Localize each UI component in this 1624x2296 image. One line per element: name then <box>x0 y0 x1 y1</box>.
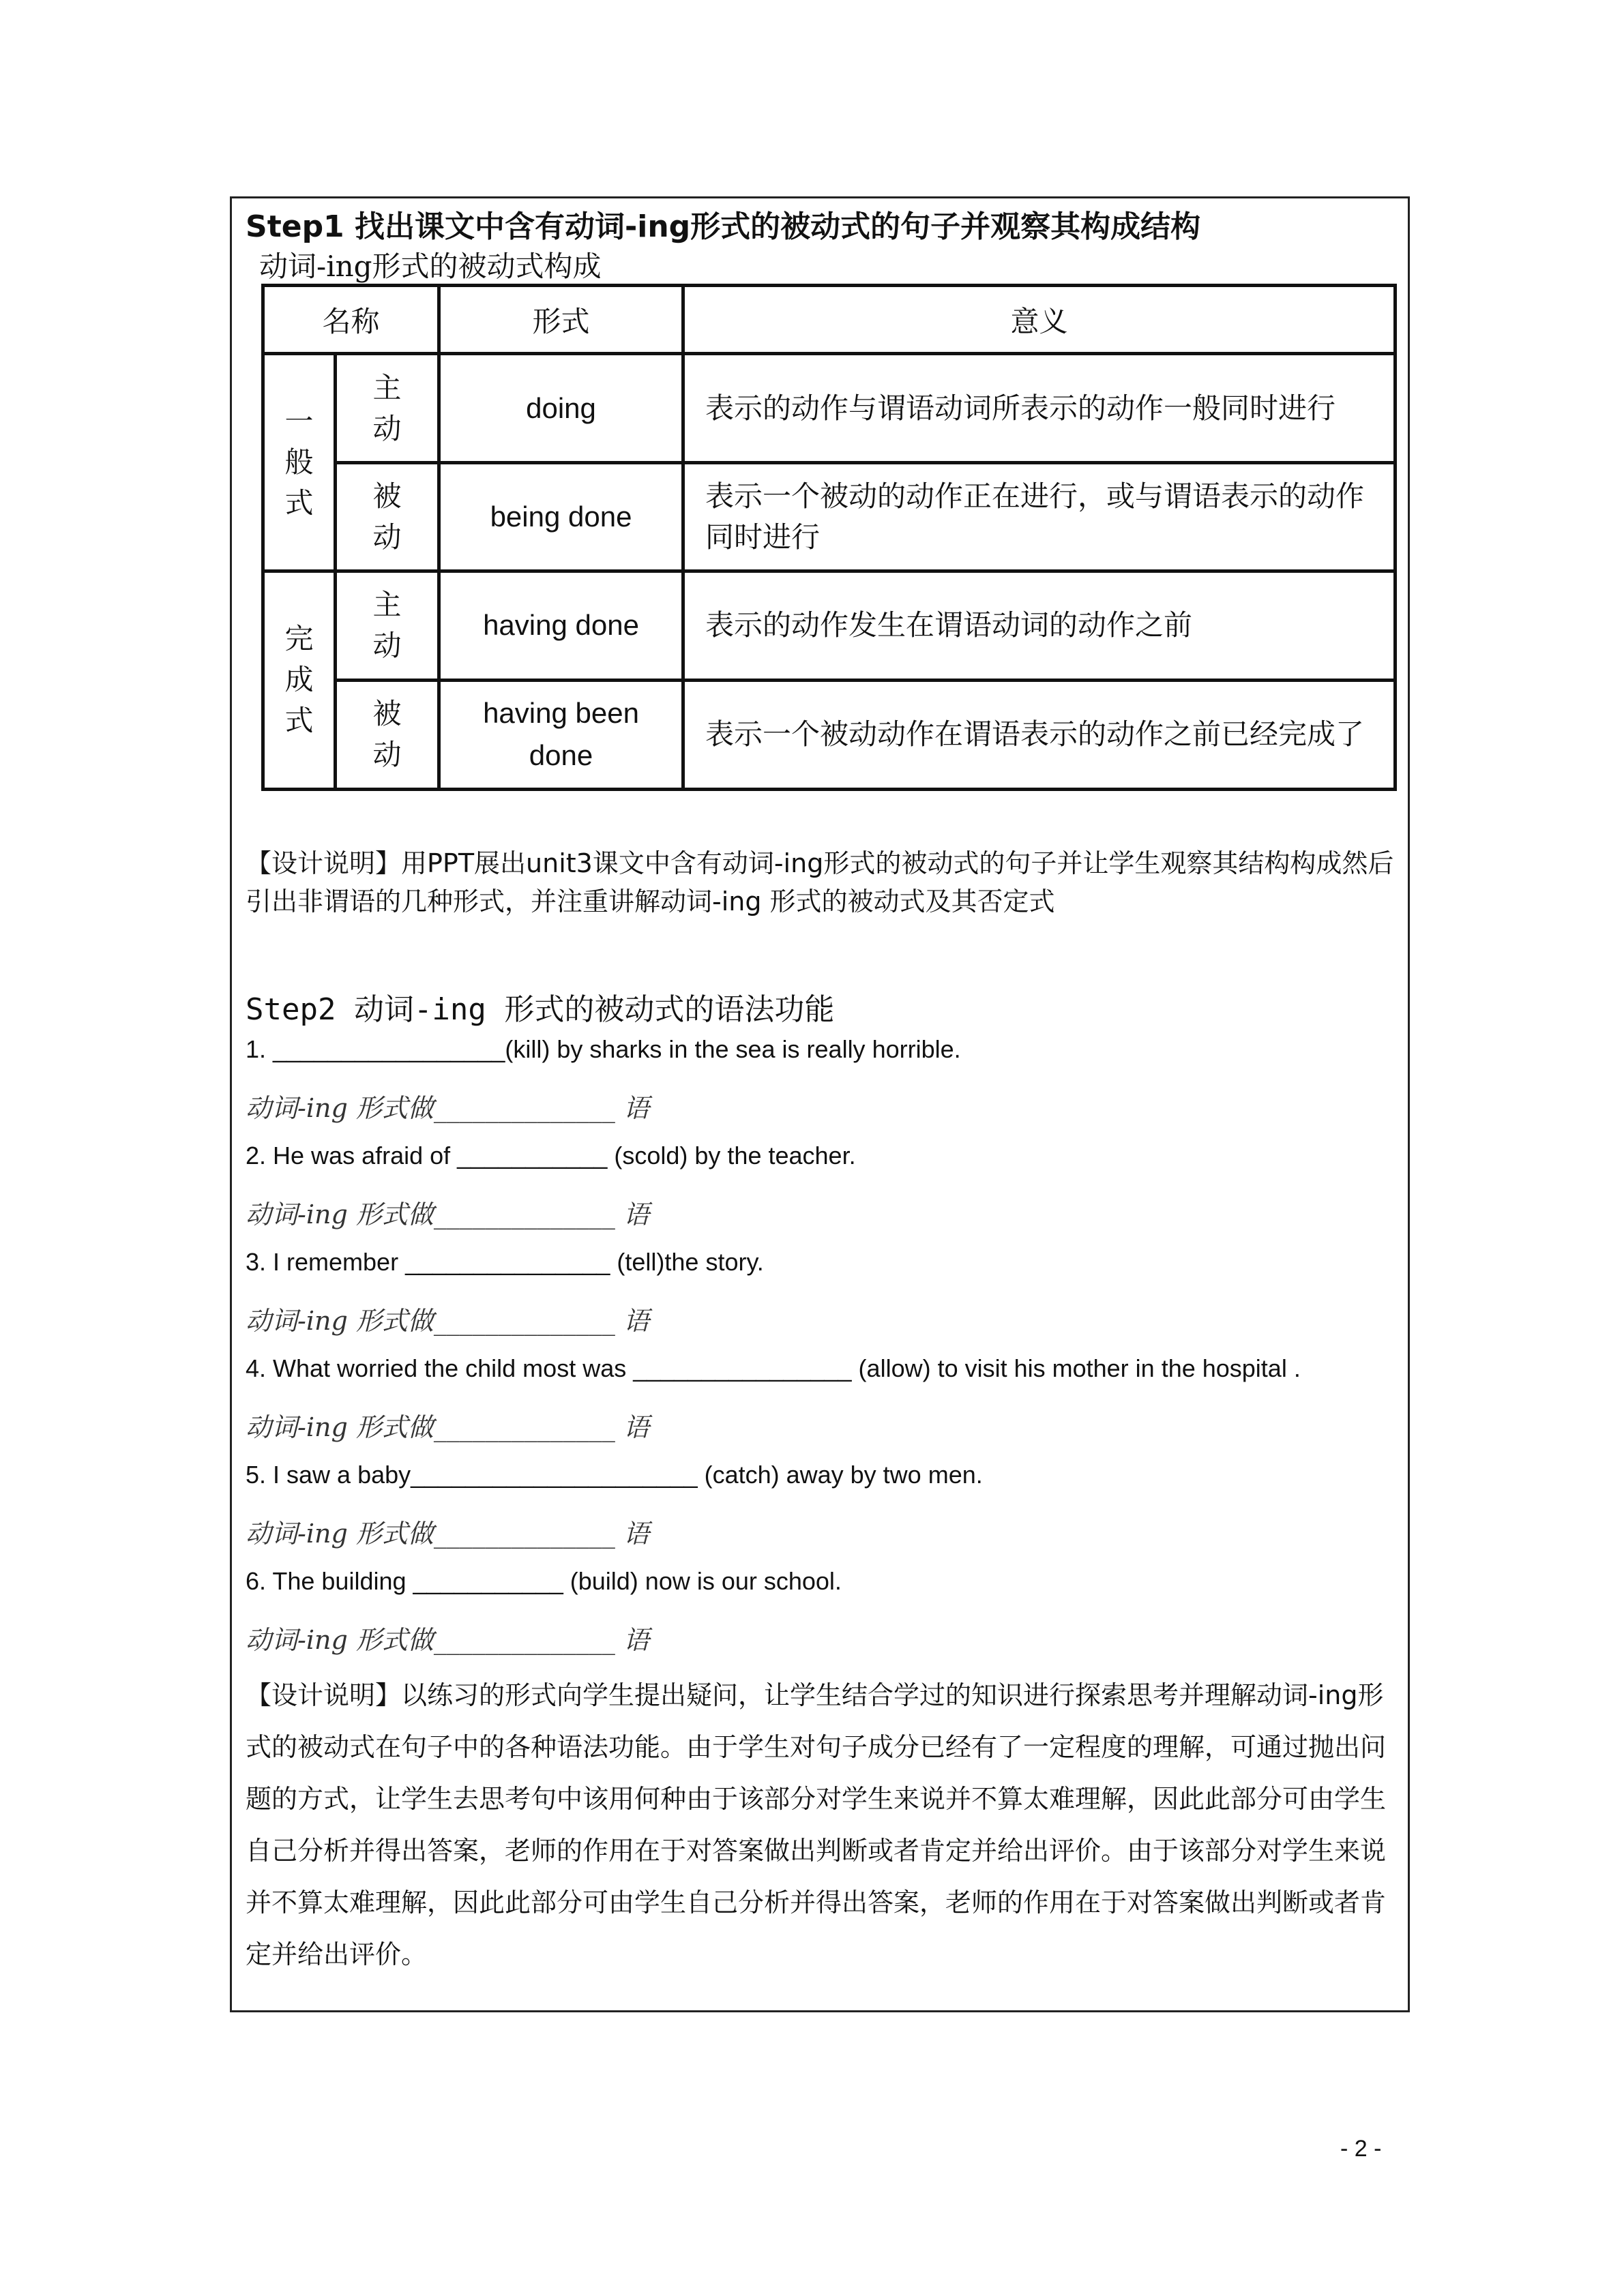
row-sub: 主动 <box>336 354 439 463</box>
table-row <box>263 571 1396 680</box>
row-form: having done <box>439 571 683 680</box>
table-row <box>263 354 1396 463</box>
exercise-question: 5. I saw a baby_____________________ (catch) away by two men. <box>246 1461 983 1489</box>
header-form: 形式 <box>439 286 683 354</box>
row-meaning: 表示一个被动动作在谓语表示的动作之前已经完成了 <box>683 680 1396 789</box>
row-sub: 主动 <box>336 571 439 680</box>
row-meaning: 表示一个被动的动作正在进行，或与谓语表示的动作同时进行 <box>683 463 1396 571</box>
row-form: doing <box>439 354 683 463</box>
row-sub: 被动 <box>336 463 439 571</box>
exercise-answer-line: 动词-ing 形式做______________ 语 <box>246 1625 649 1655</box>
exercise-question: 6. The building ___________ (build) now is our school. <box>246 1567 842 1595</box>
group-general: 一般式 <box>263 354 336 571</box>
exercise-answer-line: 动词-ing 形式做______________ 语 <box>246 1519 649 1549</box>
step2-design-note: 【设计说明】以练习的形式向学生提出疑问，让学生结合学过的知识进行探索思考并理解动词-ing形式的被动式在句子中的各种语法功能。由于学生对句子成分已经有了一定程度的理解，可通过抛出问题的方式，让学生去思考句中该用何种由于该部分对学生来说并不算太难理解，因此此部分可由学生自己分析并得出答案，老师的作用在于对答案做出判断或者肯定并给出评价。由于该部分对学生来说并不算太难理解，因此此部分可由学生自己分析并得出答案，老师的作用在于对答案做出判断或者肯定并给出评价。 <box>246 1680 1387 1969</box>
table-row <box>263 463 1396 571</box>
page-number: - 2 - <box>1340 2136 1382 2162</box>
table-header-row <box>263 286 1396 354</box>
exercise-question: 1. _________________(kill) by sharks in the sea is really horrible. <box>246 1035 961 1063</box>
exercise-answer-line: 动词-ing 形式做______________ 语 <box>246 1306 649 1336</box>
exercise-answer-line: 动词-ing 形式做______________ 语 <box>246 1199 649 1229</box>
exercise-question: 2. He was afraid of ___________ (scold) by the teacher. <box>246 1142 856 1169</box>
group-perfect: 完成式 <box>263 571 336 789</box>
row-sub: 被动 <box>336 680 439 789</box>
step2-title: Step2 动词-ing 形式的被动式的语法功能 <box>246 992 835 1027</box>
row-form: having been done <box>439 680 683 789</box>
step1-title: Step1 找出课文中含有动词-ing形式的被动式的句子并观察其构成结构 <box>246 209 1201 244</box>
header-name: 名称 <box>263 286 439 354</box>
ing-form-table <box>261 284 1397 791</box>
table-row <box>263 680 1396 789</box>
exercise-question: 3. I remember _______________ (tell)the story. <box>246 1248 764 1276</box>
row-meaning: 表示的动作与谓语动词所表示的动作一般同时进行 <box>683 354 1396 463</box>
table-caption: 动词-ing形式的被动式构成 <box>259 250 602 283</box>
row-meaning: 表示的动作发生在谓语动词的动作之前 <box>683 571 1396 680</box>
header-meaning: 意义 <box>683 286 1396 354</box>
step1-design-note: 【设计说明】用PPT展出unit3课文中含有动词-ing形式的被动式的句子并让学生观察其结构构成然后引出非谓语的几种形式，并注重讲解动词-ing 形式的被动式及其否定式 <box>246 848 1394 916</box>
exercise-answer-line: 动词-ing 形式做______________ 语 <box>246 1412 649 1442</box>
exercise-question: 4. What worried the child most was ________________ (allow) to visit his mother in the hospital . <box>246 1354 1301 1382</box>
row-form: being done <box>439 463 683 571</box>
exercise-answer-line: 动词-ing 形式做______________ 语 <box>246 1093 649 1123</box>
